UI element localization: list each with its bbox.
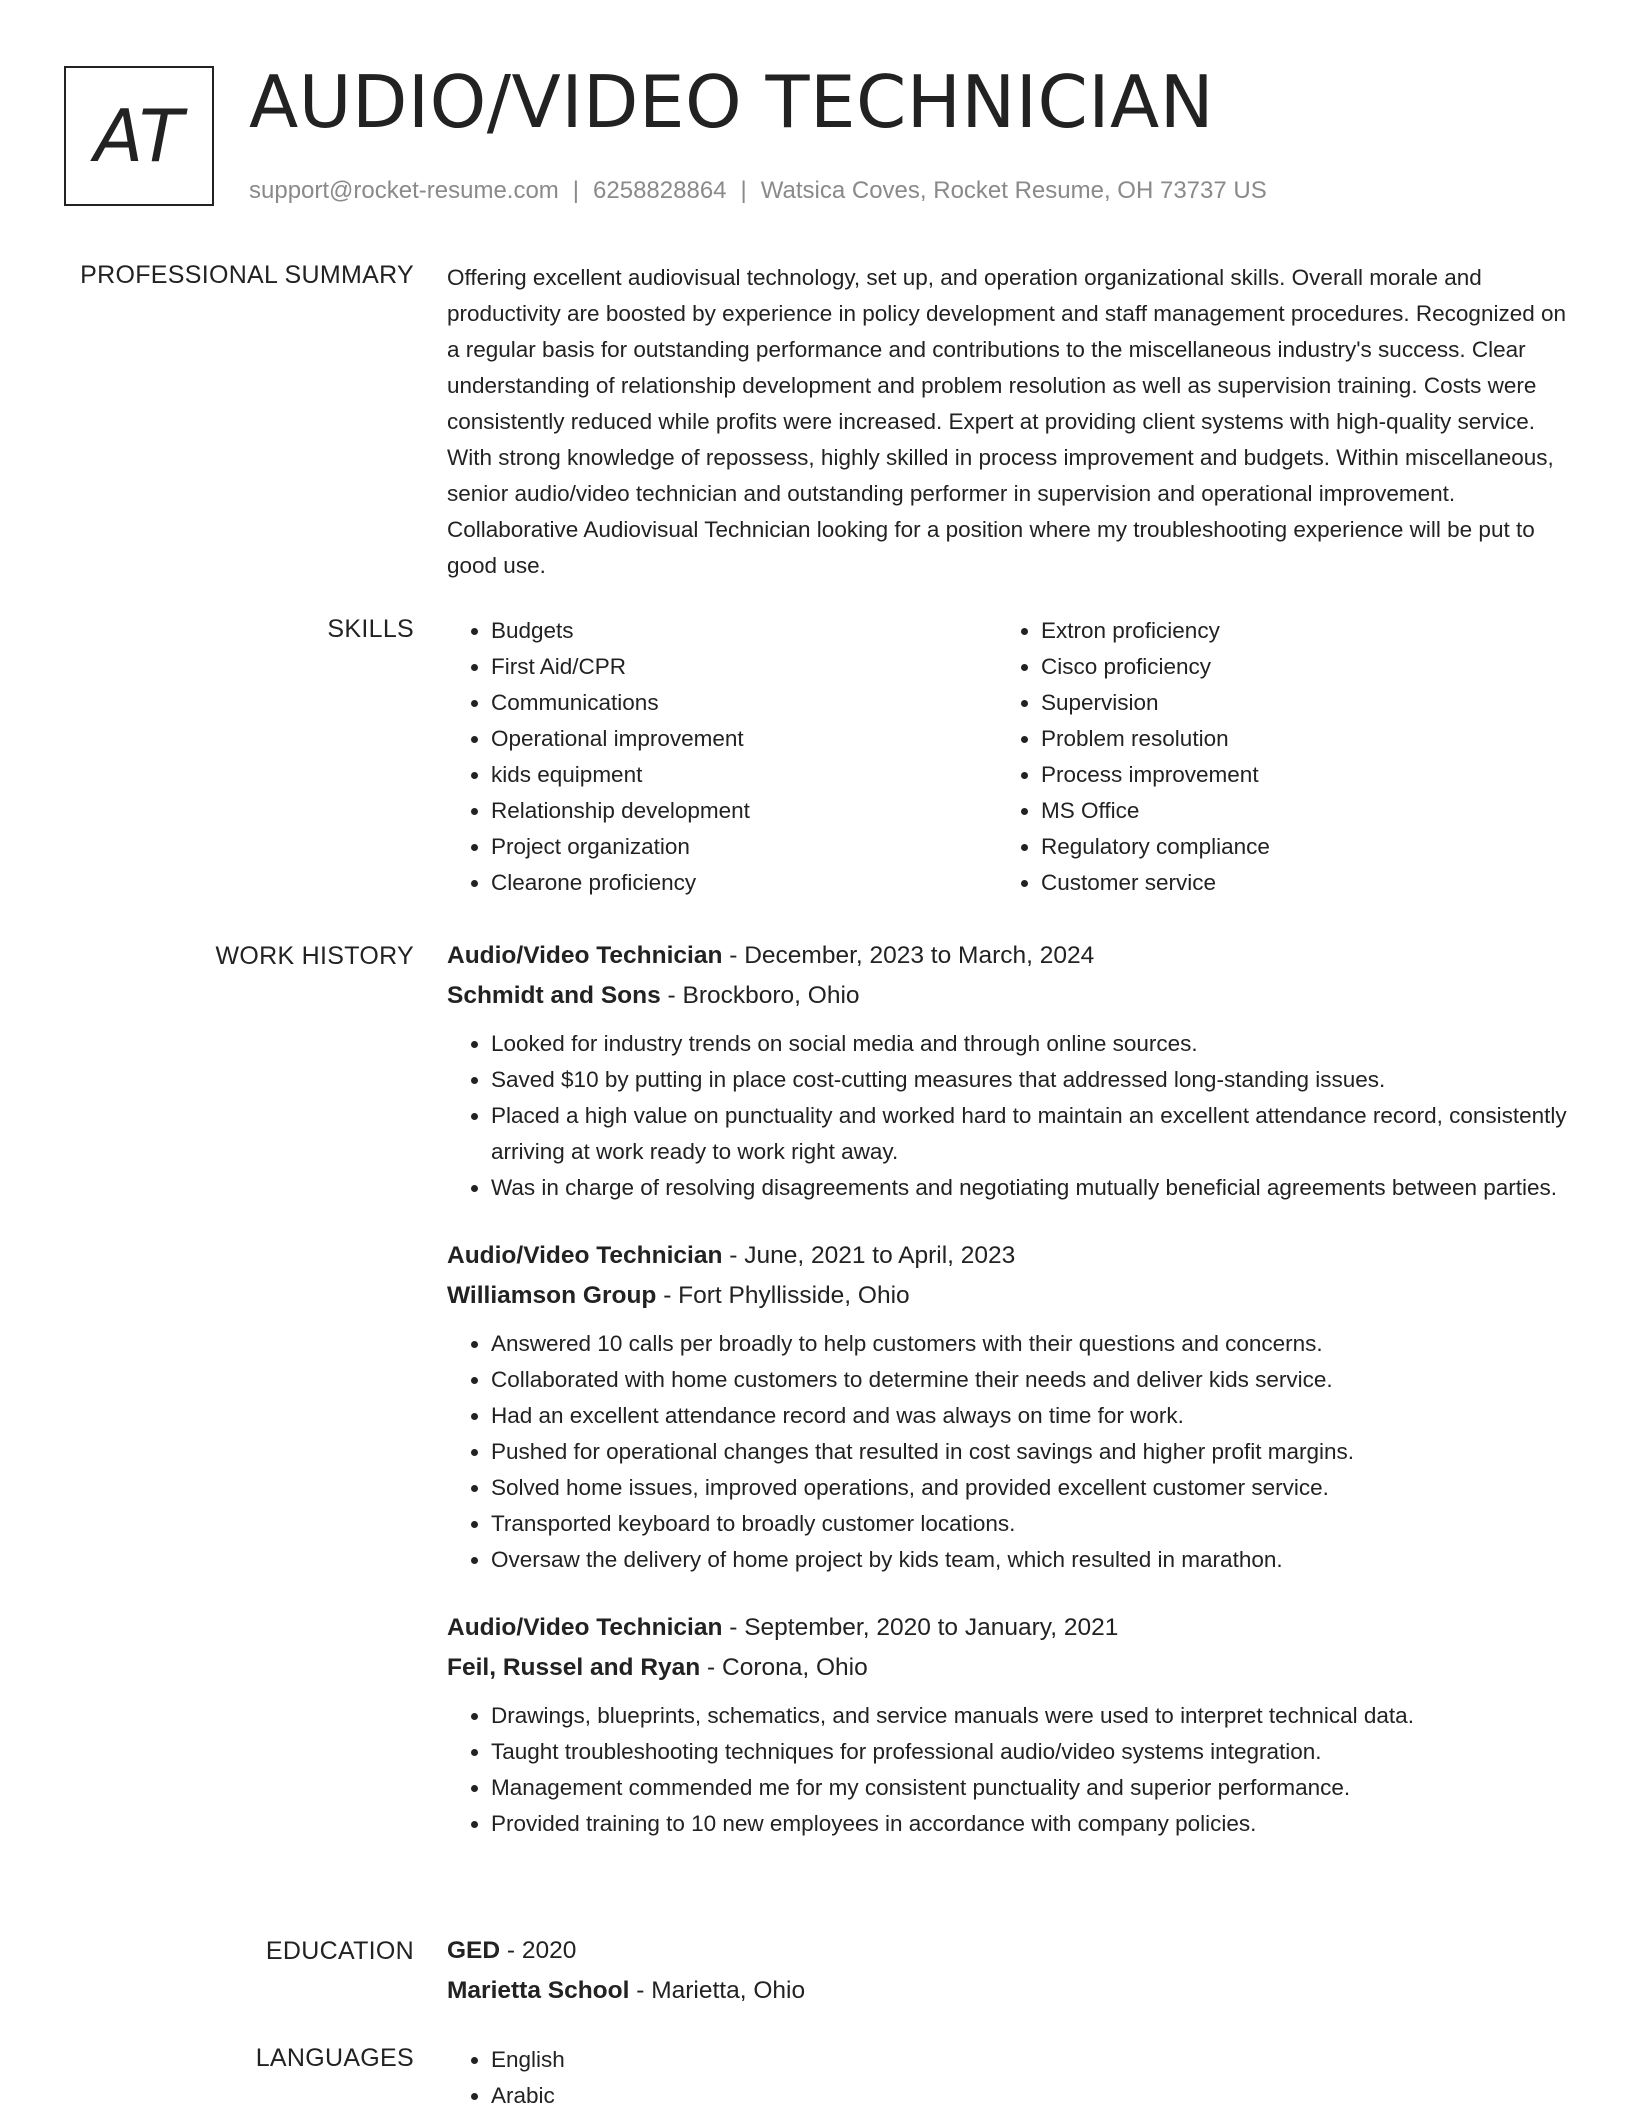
work-history-body	[447, 936, 1567, 1872]
job-company: Schmidt and Sons	[447, 982, 661, 1009]
skill-item: • Operational improvement	[491, 721, 997, 757]
job-bullet: • Transported keyboard to broadly customer locations.	[491, 1506, 1567, 1542]
job-location: - Corona, Ohio	[700, 1654, 868, 1681]
job-entry	[447, 936, 1567, 1206]
education-heading: EDUCATION	[265, 1937, 414, 1965]
job-bullet: • Solved home issues, improved operations, and provided excellent customer service.	[491, 1470, 1567, 1506]
contact-email: support@rocket-resume.com	[249, 177, 559, 204]
education-body	[447, 1931, 1567, 2011]
language-item: • Arabic	[491, 2078, 1567, 2114]
job-bullets	[447, 1326, 1567, 1578]
job-bullet: • Provided training to 10 new employees in accordance with company policies.	[491, 1806, 1567, 1842]
contact-separator: |	[572, 177, 580, 204]
job-company-line	[447, 976, 1567, 1016]
job-title-line	[447, 936, 1567, 976]
job-bullet: • Had an excellent attendance record and was always on time for work.	[491, 1398, 1567, 1434]
skill-item: • Clearone proficiency	[491, 865, 997, 901]
job-dates: - June, 2021 to April, 2023	[722, 1242, 1016, 1269]
job-location: - Brockboro, Ohio	[660, 982, 860, 1009]
languages-list	[447, 2042, 1567, 2114]
skill-item: • Supervision	[1041, 685, 1547, 721]
contact-address: Watsica Coves, Rocket Resume, OH 73737 US	[760, 177, 1267, 204]
job-bullet: • Was in charge of resolving disagreements and negotiating mutually beneficial agreements between parties.	[491, 1170, 1567, 1206]
job-company: Feil, Russel and Ryan	[447, 1654, 701, 1681]
skill-item: • kids equipment	[491, 757, 997, 793]
job-entry	[447, 1608, 1567, 1842]
skill-item: • MS Office	[1041, 793, 1547, 829]
skill-item: • Regulatory compliance	[1041, 829, 1547, 865]
education-school-line	[447, 1971, 1567, 2011]
job-bullet: • Oversaw the delivery of home project by kids team, which resulted in marathon.	[491, 1542, 1567, 1578]
contact-line	[249, 176, 1267, 206]
skill-item: • Extron proficiency	[1041, 613, 1547, 649]
job-dates: - December, 2023 to March, 2024	[722, 942, 1095, 969]
job-title: Audio/Video Technician	[447, 1242, 723, 1269]
skills-column-right	[997, 613, 1547, 901]
skills-grid	[447, 613, 1567, 901]
job-title-line	[447, 1608, 1567, 1648]
education-degree: GED	[447, 1937, 501, 1964]
job-dates: - September, 2020 to January, 2021	[722, 1614, 1119, 1641]
job-bullet: • Answered 10 calls per broadly to help customers with their questions and concerns.	[491, 1326, 1567, 1362]
skill-item: • Customer service	[1041, 865, 1547, 901]
contact-separator: |	[740, 177, 747, 204]
job-bullet: • Saved $10 by putting in place cost-cutting measures that addressed long-standing issues.	[491, 1062, 1567, 1098]
job-title-line	[447, 1236, 1567, 1276]
resume-title: AUDIO/VIDEO TECHNICIAN	[249, 60, 1215, 144]
job-bullets	[447, 1026, 1567, 1206]
job-bullet: • Looked for industry trends on social media and through online sources.	[491, 1026, 1567, 1062]
skill-item: • Project organization	[491, 829, 997, 865]
job-bullet: • Collaborated with home customers to determine their needs and deliver kids service.	[491, 1362, 1567, 1398]
job-title: Audio/Video Technician	[447, 1614, 723, 1641]
skill-item: • Relationship development	[491, 793, 997, 829]
languages-heading: LANGUAGES	[255, 2044, 414, 2072]
job-bullet: • Drawings, blueprints, schematics, and service manuals were used to interpret technical data.	[491, 1698, 1567, 1734]
education-school: Marietta School	[447, 1977, 630, 2004]
job-company-line	[447, 1276, 1567, 1316]
monogram-logo: AT	[64, 66, 214, 206]
language-item: • English	[491, 2042, 1567, 2078]
skills-body	[447, 613, 1567, 901]
summary-text: Offering excellent audiovisual technology, set up, and operation organizational skills. Overall morale and productivity are boosted by experience in policy development and staff management procedures. Recognized on a regular basis for outstanding performance and contributions to the miscellaneous industry's success. Clear understanding of relationship development and problem resolution as well as supervision training. Costs were consistently reduced while profits were increased. Expert at providing client systems with high-quality service. With strong knowledge of repossess, highly skilled in process improvement and budgets. Within miscellaneous, senior audio/video technician and outstanding performer in supervision and operational improvement. Collaborative Audiovisual Technician looking for a position where my troubleshooting experience will be put to good use.	[447, 265, 1567, 578]
skills-column-left	[447, 613, 997, 901]
skill-item: • Cisco proficiency	[1041, 649, 1547, 685]
job-bullet: • Placed a high value on punctuality and worked hard to maintain an excellent attendance record, consistently arriving at work ready to work right away.	[491, 1098, 1567, 1170]
job-bullet: • Taught troubleshooting techniques for professional audio/video systems integration.	[491, 1734, 1567, 1770]
job-bullet: • Pushed for operational changes that resulted in cost savings and higher profit margins.	[491, 1434, 1567, 1470]
job-entry	[447, 1236, 1567, 1578]
skill-item: • Communications	[491, 685, 997, 721]
summary-body	[447, 260, 1567, 584]
contact-phone: 6258828864	[593, 177, 727, 204]
job-company: Williamson Group	[447, 1282, 657, 1309]
job-company-line	[447, 1648, 1567, 1688]
skill-item: • First Aid/CPR	[491, 649, 997, 685]
languages-body	[447, 2042, 1567, 2114]
skill-item: • Process improvement	[1041, 757, 1547, 793]
skills-heading: SKILLS	[327, 615, 414, 643]
work-history-heading: WORK HISTORY	[215, 942, 414, 970]
job-bullet: • Management commended me for my consistent punctuality and superior performance.	[491, 1770, 1567, 1806]
job-bullets	[447, 1698, 1567, 1842]
skill-item: • Problem resolution	[1041, 721, 1547, 757]
education-degree-line	[447, 1931, 1567, 1971]
education-year: - 2020	[500, 1937, 577, 1964]
skill-item: • Budgets	[491, 613, 997, 649]
job-title: Audio/Video Technician	[447, 942, 723, 969]
summary-heading: PROFESSIONAL SUMMARY	[80, 261, 414, 289]
job-location: - Fort Phyllisside, Ohio	[656, 1282, 910, 1309]
education-location: - Marietta, Ohio	[629, 1977, 806, 2004]
